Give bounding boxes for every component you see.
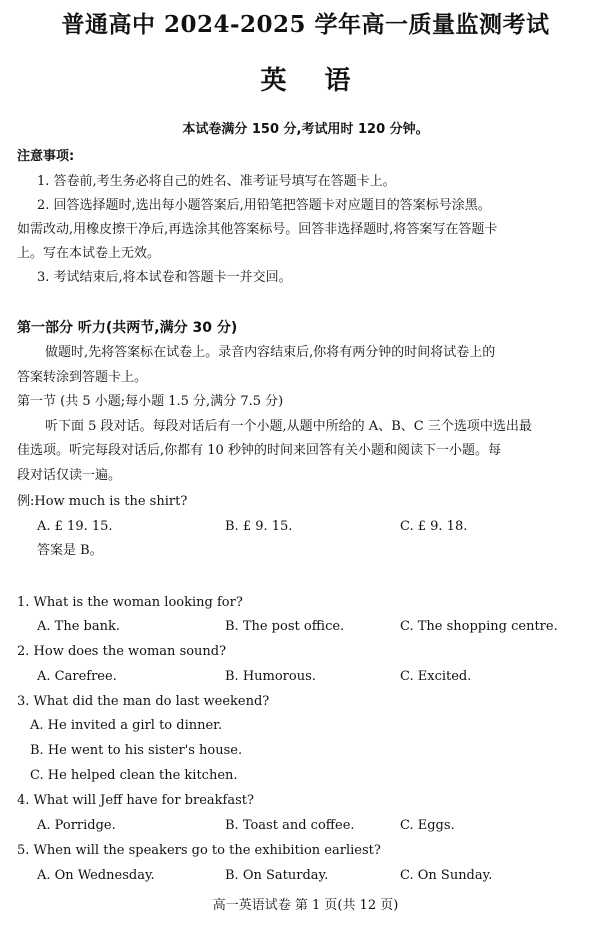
question-5-option-c: C. On Sunday. (400, 868, 493, 883)
question-1-option-c: C. The shopping centre. (400, 619, 558, 634)
question-2-option-c: C. Excited. (400, 669, 472, 684)
example-option-a: A. £ 19. 15. (37, 519, 113, 534)
question-4-option-b: B. Toast and coffee. (225, 818, 355, 833)
question-1-option-a: A. The bank. (37, 619, 120, 634)
question-2: 2. How does the woman sound? (17, 644, 227, 659)
example-option-b: B. £ 9. 15. (225, 519, 293, 534)
subject-char-1: 英 (260, 66, 287, 96)
question-4-option-c: C. Eggs. (400, 818, 455, 833)
exam-title: 普通高中 2024-2025 学年高一质量监测考试 (61, 11, 550, 38)
question-2-option-a: A. Carefree. (37, 669, 117, 684)
subject-char-2: 语 (324, 66, 351, 96)
notice-line-1: 1. 答卷前,考生务必将自己的姓名、准考证号填写在答题卡上。 (37, 174, 396, 189)
question-2-option-b: B. Humorous. (225, 669, 316, 684)
question-1-option-b: B. The post office. (225, 619, 345, 634)
notice-line-4: 上。写在本试卷上无效。 (17, 246, 161, 261)
example-question: 例:How much is the shirt? (17, 494, 188, 509)
question-3-option-c: C. He helped clean the kitchen. (30, 768, 238, 783)
question-1: 1. What is the woman looking for? (17, 595, 243, 610)
subject-title (0, 64, 611, 98)
directions-line-2: 佳选项。听完每段对话后,你都有 10 秒钟的时间来回答有关小题和阅读下一小题。每 (17, 443, 501, 458)
page-footer: 高一英语试卷 第 1 页(共 12 页) (212, 898, 399, 913)
notice-line-5: 3. 考试结束后,将本试卷和答题卡一并交回。 (37, 270, 292, 285)
question-3: 3. What did the man do last weekend? (17, 694, 270, 709)
question-5: 5. When will the speakers go to the exhibition earliest? (17, 843, 381, 858)
directions-line-1: 听下面 5 段对话。每段对话后有一个小题,从题中所给的 A、B、C 三个选项中选出最 (45, 419, 532, 434)
question-5-option-a: A. On Wednesday. (37, 868, 155, 883)
question-3-option-b: B. He went to his sister's house. (30, 743, 243, 758)
part1-intro-2: 答案转涂到答题卡上。 (17, 370, 148, 385)
notice-line-3: 如需改动,用橡皮擦干净后,再选涂其他答案标号。回答非选择题时,将答案写在答题卡 (17, 222, 498, 237)
example-option-c: C. £ 9. 18. (400, 519, 468, 534)
exam-info: 本试卷满分 150 分,考试用时 120 分钟。 (182, 122, 429, 137)
notice-line-2: 2. 回答选择题时,选出每小题答案后,用铅笔把答题卡对应题目的答案标号涂黑。 (37, 198, 491, 213)
part1-heading: 第一部分 听力(共两节,满分 30 分) (17, 320, 238, 336)
example-answer: 答案是 B。 (37, 543, 103, 558)
question-4-option-a: A. Porridge. (37, 818, 116, 833)
part1-intro-1: 做题时,先将答案标在试卷上。录音内容结束后,你将有两分钟的时间将试卷上的 (45, 345, 496, 360)
question-5-option-b: B. On Saturday. (225, 868, 329, 883)
question-3-option-a: A. He invited a girl to dinner. (30, 718, 223, 733)
section1-heading: 第一节 (共 5 小题;每小题 1.5 分,满分 7.5 分) (17, 394, 284, 409)
notice-heading: 注意事项: (17, 149, 75, 164)
directions-line-3: 段对话仅读一遍。 (17, 468, 122, 483)
question-4: 4. What will Jeff have for breakfast? (17, 793, 254, 808)
